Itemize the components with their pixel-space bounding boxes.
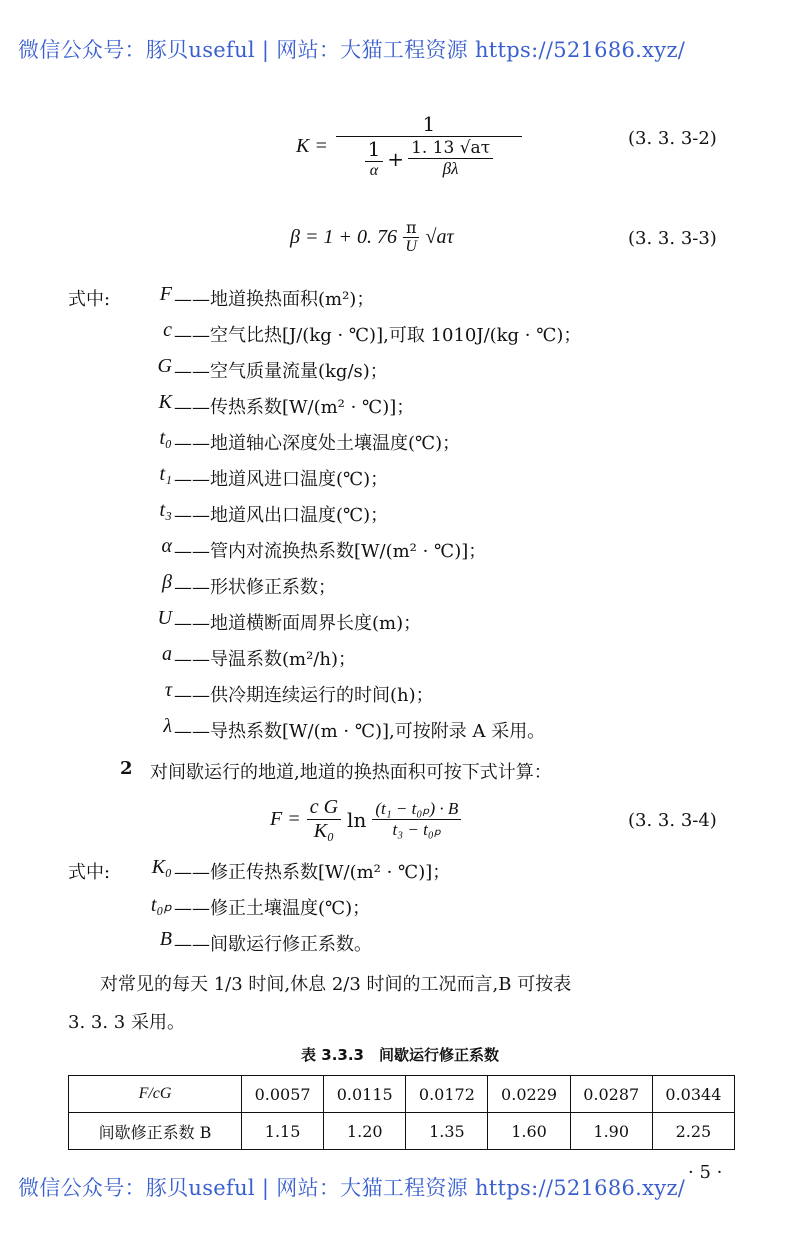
watermark-bottom: 微信公众号：豚贝useful | 网站：大猫工程资源 https://521686.xyz/ (18, 1176, 686, 1200)
definition-symbol: t₃ (159, 499, 172, 521)
equation-3-3-3-2: K = 1 $\frac{1}{\alpha}$ + $\frac{1. 13 √a\tau}{\beta\lambda}$ (296, 112, 522, 180)
equation-number: (3. 3. 3-2) (628, 128, 717, 149)
definition-text: ——地道横断面周界长度(m)； (174, 613, 422, 634)
table-cell: 0.0172 (406, 1076, 488, 1113)
table-cell: 0.0344 (652, 1076, 734, 1113)
table-cell: 0.0057 (242, 1076, 324, 1113)
definition-symbol: t₁ (159, 463, 172, 485)
definition-symbol: α (161, 535, 172, 557)
definition-text: ——管内对流换热系数[W/(m² · ℃)]； (174, 541, 487, 562)
table-cell: 0.0287 (570, 1076, 652, 1113)
definition-text: ——地道风进口温度(℃)； (174, 469, 389, 490)
definition-symbol: K₀ (151, 856, 172, 878)
definition-text: ——导温系数(m²/h)； (174, 649, 356, 670)
definition-symbol: G (157, 355, 172, 377)
table-row: F/cG 0.0057 0.0115 0.0172 0.0229 0.0287 0.0344 (69, 1076, 735, 1113)
definition-text: ——修正土壤温度(℃)； (174, 898, 371, 919)
definition-symbol: λ (163, 715, 172, 737)
equation-number: (3. 3. 3-3) (628, 228, 717, 249)
equation-number: (3. 3. 3-4) (628, 810, 717, 831)
equation-3-3-3-4: F = $\frac{\text{c G}}{\text{K₀}}$ ln $\frac{\text{(t₁ − t₀ₚ) · B}}{\text{t₃ − t₀ₚ}}$ (270, 796, 461, 843)
correction-table (68, 1075, 735, 1150)
watermark-top: 微信公众号：豚贝useful | 网站：大猫工程资源 https://521686.xyz/ (18, 38, 686, 62)
equation-3-3-3-3: β = 1 + 0. 76 $\frac{\pi}{U}$ √aτ (290, 218, 454, 255)
definition-text: ——间歇运行修正系数。 (174, 934, 372, 955)
item-number: 2 (120, 758, 133, 779)
definition-symbol: a (162, 643, 172, 665)
definition-text: ——供冷期连续运行的时间(h)； (174, 685, 434, 706)
definition-symbol: t₀ₚ (150, 894, 172, 916)
table-cell: 1.90 (570, 1113, 652, 1150)
definition-symbol: F (159, 283, 172, 305)
table-cell: 0.0229 (488, 1076, 570, 1113)
definition-symbol: c (163, 319, 172, 341)
definition-symbol: U (157, 607, 172, 629)
item-text: 对间歇运行的地道,地道的换热面积可按下式计算： (150, 762, 552, 783)
table-cell: 1.15 (242, 1113, 324, 1150)
table-caption: 表 3.3.3 间歇运行修正系数 (301, 1046, 499, 1064)
table-cell: 1.20 (324, 1113, 406, 1150)
definition-text: ——修正传热系数[W/(m² · ℃)]； (174, 862, 451, 883)
page-number: · 5 · (688, 1162, 723, 1183)
table-cell: 1.35 (406, 1113, 488, 1150)
where-label: 式中: (68, 862, 111, 883)
definition-text: ——导热系数[W/(m · ℃)],可按附录 A 采用。 (174, 721, 546, 742)
paragraph-line: 3. 3. 3 采用。 (68, 1012, 185, 1033)
definition-symbol: τ (164, 679, 172, 701)
definition-text: ——空气质量流量(kg/s)； (174, 361, 388, 382)
definition-symbol: B (159, 928, 172, 950)
definition-text: ——地道风出口温度(℃)； (174, 505, 389, 526)
definition-symbol: β (162, 571, 172, 593)
paragraph-line: 对常见的每天 1/3 时间,休息 2/3 时间的工况而言,B 可按表 (100, 974, 572, 995)
definition-text: ——传热系数[W/(m² · ℃)]； (174, 397, 415, 418)
definition-text: ——形状修正系数； (174, 577, 336, 598)
table-cell: 1.60 (488, 1113, 570, 1150)
definition-text: ——空气比热[J/(kg · ℃)],可取 1010J/(kg · ℃)； (174, 325, 582, 346)
table-cell: 0.0115 (324, 1076, 406, 1113)
definition-symbol: t₀ (159, 427, 172, 449)
definition-symbol: K (158, 391, 172, 413)
table-row: 间歇修正系数 B 1.15 1.20 1.35 1.60 1.90 2.25 (69, 1113, 735, 1150)
where-label: 式中: (68, 289, 111, 310)
table-cell: 2.25 (652, 1113, 734, 1150)
definition-text: ——地道换热面积(m²)； (174, 289, 375, 310)
definition-text: ——地道轴心深度处土壤温度(℃)； (174, 433, 461, 454)
